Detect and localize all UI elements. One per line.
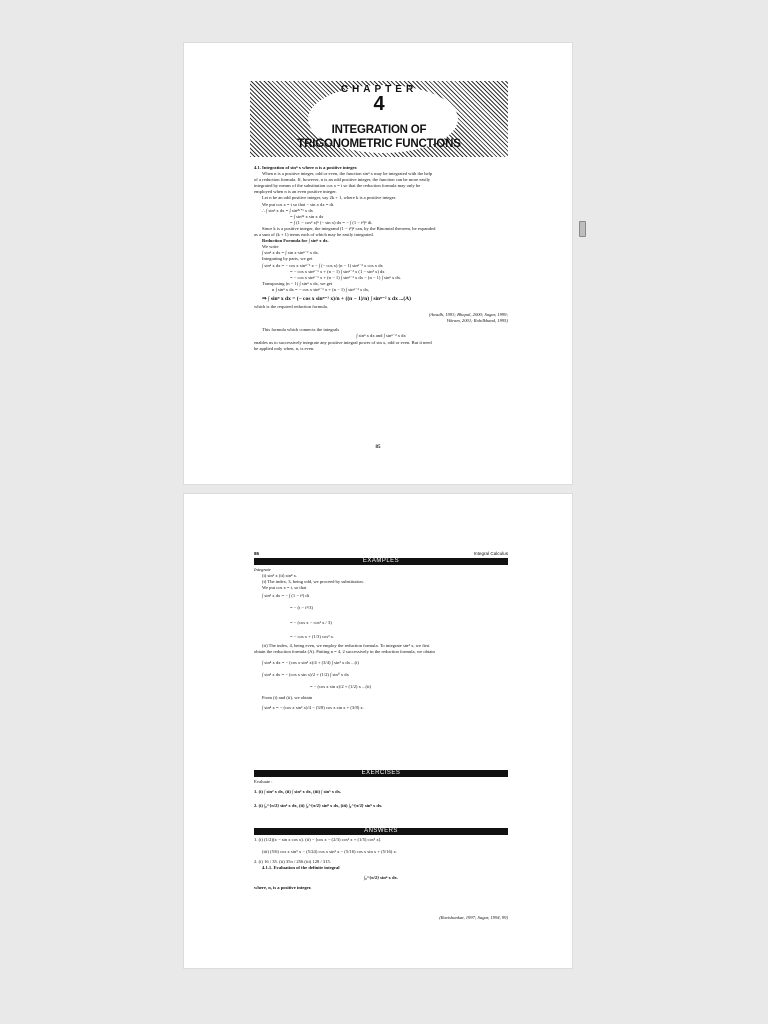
text-line: = − (t − t³/3) xyxy=(290,605,313,611)
text-line: = − (cos x sin x)/2 + (1/2) x ...(ii) xyxy=(310,684,372,690)
chapter-title-line2: TRIGONOMETRIC FUNCTIONS xyxy=(297,138,461,150)
examples-body xyxy=(254,567,508,711)
header-book-title: Integral Calculus xyxy=(473,551,508,556)
text-line: ∫ sin³ x dx = − ∫ (1 − t²) dt xyxy=(262,593,309,599)
text-line: as a sum of (k + 1) terms each of which may be easily integrated. xyxy=(254,232,374,238)
answers-heading: ANSWERS xyxy=(254,828,508,835)
text-line: (i) The index, 3, being odd, we proceed by substitution. xyxy=(262,579,364,585)
text-line: 2. (i) 16 / 35. (ii) 35π / 256 (iii) 128 / 315. xyxy=(254,859,331,865)
answers-body xyxy=(254,837,508,892)
exercises-heading: EXERCISES xyxy=(254,770,508,777)
text-line: Since k is a positive integer, the integrand (1 − t²)ᵏ can, by the Binomial theorem, be expanded xyxy=(262,225,436,231)
text-line: = − cos x + (1/3) cos³ x. xyxy=(290,633,335,639)
text-line: obtain the reduction formula (A). Putting n = 4, 2 successively in the reduction formula, we obtain xyxy=(254,648,435,654)
exercises-body xyxy=(254,779,508,809)
text-line: Integrate xyxy=(254,567,271,572)
text-line: = ∫ sin²ᵏ x sin x dx xyxy=(290,213,324,219)
text-line: which is the required reduction formula. xyxy=(254,304,328,310)
text-line: 4.1.1. Evaluation of the definite integral xyxy=(262,865,340,871)
text-line: 2. (i) ∫₀^{π/2} sin⁴ x dx, (ii) ∫₀^{π/2} sin⁸ x dx, (iii) ∫₀^{π/2} sin⁹ x dx. xyxy=(254,803,383,809)
text-line: ∫ sinⁿ x dx = − cos x sinⁿ⁻¹ x − ∫ (− cos x) (n − 1) sinⁿ⁻² x cos x dx xyxy=(262,262,383,268)
text-line: We put cos x = t so that − sin x dx = dt. xyxy=(262,201,335,207)
text-line: ∴ ∫ sinⁿ x dx = ∫ sin²ᵏ⁺¹ x dx xyxy=(262,207,313,213)
header-page-number: 86 xyxy=(254,551,260,556)
text-line: 1. (i) ∫ sin² x dx, (ii) ∫ sin³ x dx, (iii) ∫ sin⁵ x dx. xyxy=(254,789,342,795)
text-line: where, n, is a positive integer. xyxy=(254,885,312,891)
chapter-title xyxy=(250,123,508,151)
text-line: From (i) and (ii), we obtain xyxy=(262,695,313,701)
text-line: ∫₀^{π/2} sinⁿ x dx. xyxy=(364,875,398,881)
examples-heading: EXAMPLES xyxy=(254,558,508,565)
chapter-banner xyxy=(250,81,508,157)
text-line: employed when n is an even positive integer. xyxy=(254,189,337,195)
page-footer-mark: · xyxy=(564,475,566,480)
text-line: This formula which connects the integrals xyxy=(262,327,340,333)
text-line: ∫ sin² x dx = − (cos x sin x)/2 + (1/2) ∫ sin⁰ x dx xyxy=(262,672,349,678)
text-line: Evaluate : xyxy=(254,779,273,784)
chapter-title-line1: INTEGRATION OF xyxy=(331,124,427,136)
scrollbar-thumb[interactable] xyxy=(579,221,586,237)
text-line: integrated by means of the substitution cos x = t so that the reduction formula may only be xyxy=(254,183,421,189)
page1-body xyxy=(254,165,508,352)
text-line: We write xyxy=(262,244,279,250)
document-page-86 xyxy=(183,493,573,969)
text-line: n ∫ sinⁿ x dx = − cos x sinⁿ⁻¹ x + (n − 1) ∫ sinⁿ⁻² x dx, xyxy=(272,286,370,292)
text-line: When n is a positive integer, odd or even, the function sinⁿ x may be integrated with the help xyxy=(262,171,433,177)
text-line: Transposing (n − 1) ∫ sinⁿ x dx, we get xyxy=(262,280,333,286)
text-line: 4.1. Integration of sinⁿ x where n is a positive integer. xyxy=(254,165,358,170)
text-line: of a reduction formula. If, however, n is an odd positive integer, the function can be more easily xyxy=(254,177,431,183)
text-line: (ii) The index, 4, being even, we employ the reduction formula. To integrate sin⁴ x, we first xyxy=(262,642,430,648)
text-line: = − cos x sinⁿ⁻¹ x + (n − 1) ∫ sinⁿ⁻² x dx − (n − 1) ∫ sinⁿ x dx. xyxy=(290,274,402,280)
text-line: = ∫ (1 − cos² x)ᵏ (− sin x) dx = − ∫ (1 − t²)ᵏ dt. xyxy=(290,219,373,225)
text-line: be applied only when, n, is even. xyxy=(254,345,315,351)
text-line: We put cos x = t, so that xyxy=(262,585,307,591)
document-page-85 xyxy=(183,42,573,485)
text-line: = − cos x sinⁿ⁻¹ x + (n − 1) ∫ sinⁿ⁻² x (1 − sin² x) dx xyxy=(290,268,385,274)
text-line: 1. (i) (1/2)(x − sin x cos x). (ii) − [cos x − (2/3) cos³ x + (1/5) cos⁵ x]. xyxy=(254,837,382,842)
text-line: (Awadh, 1993; Bhopal, 2000; Sagar, 1999; xyxy=(428,312,508,318)
page-number: 85 xyxy=(375,445,381,450)
text-line: Let n be an odd positive integer, say 2k + 1, where k is a positive integer. xyxy=(262,195,397,201)
text-line: ∫ sinⁿ x dx = ∫ sin x·sinⁿ⁻¹ x dx. xyxy=(262,250,319,256)
text-line: Integrating by parts, we get xyxy=(262,256,313,262)
citation: (Ravishankar, 1997; Sagar, 1994, 99) xyxy=(439,915,508,920)
text-line: Vikram, 2001; Rohilkhand, 1995) xyxy=(446,318,508,324)
chapter-label: CHAPTER xyxy=(340,84,418,95)
text-line: ∫ sinⁿ x dx and ∫ sinⁿ⁻² x dx xyxy=(356,333,406,339)
text-line: ⇒ ∫ sinⁿ x dx = (− cos x sinⁿ⁻¹ x)/n + ((n − 1)/n) ∫ sinⁿ⁻² x dx ...(A) xyxy=(262,295,411,302)
text-line: Reduction Formula for ∫ sinⁿ x dx. xyxy=(262,238,329,244)
text-line: = − (cos x − cos³ x / 3) xyxy=(290,619,332,625)
text-line: enables us to successively integrate any positive integral power of sin x, odd or even. But it need xyxy=(254,339,432,345)
page-footer-mark: · xyxy=(564,959,566,964)
text-line: ∫ sin⁴ x = − (cos x sin³ x)/4 − (3/8) cos x sin x + (3/8) x. xyxy=(262,705,364,711)
text-line: (iii) (5/6) cos x sin⁵ x − (5/24) cos x sin³ x − (5/16) cos x sin x + (5/16) x. xyxy=(262,849,397,855)
text-line: (i) sin³ x (ii) sin⁴ x. xyxy=(262,573,298,579)
text-line: ∫ sin⁴ x dx = − (cos x sin³ x)/4 + (3/4) ∫ sin² x dx ...(i) xyxy=(262,659,359,665)
chapter-number: 4 xyxy=(373,93,385,115)
